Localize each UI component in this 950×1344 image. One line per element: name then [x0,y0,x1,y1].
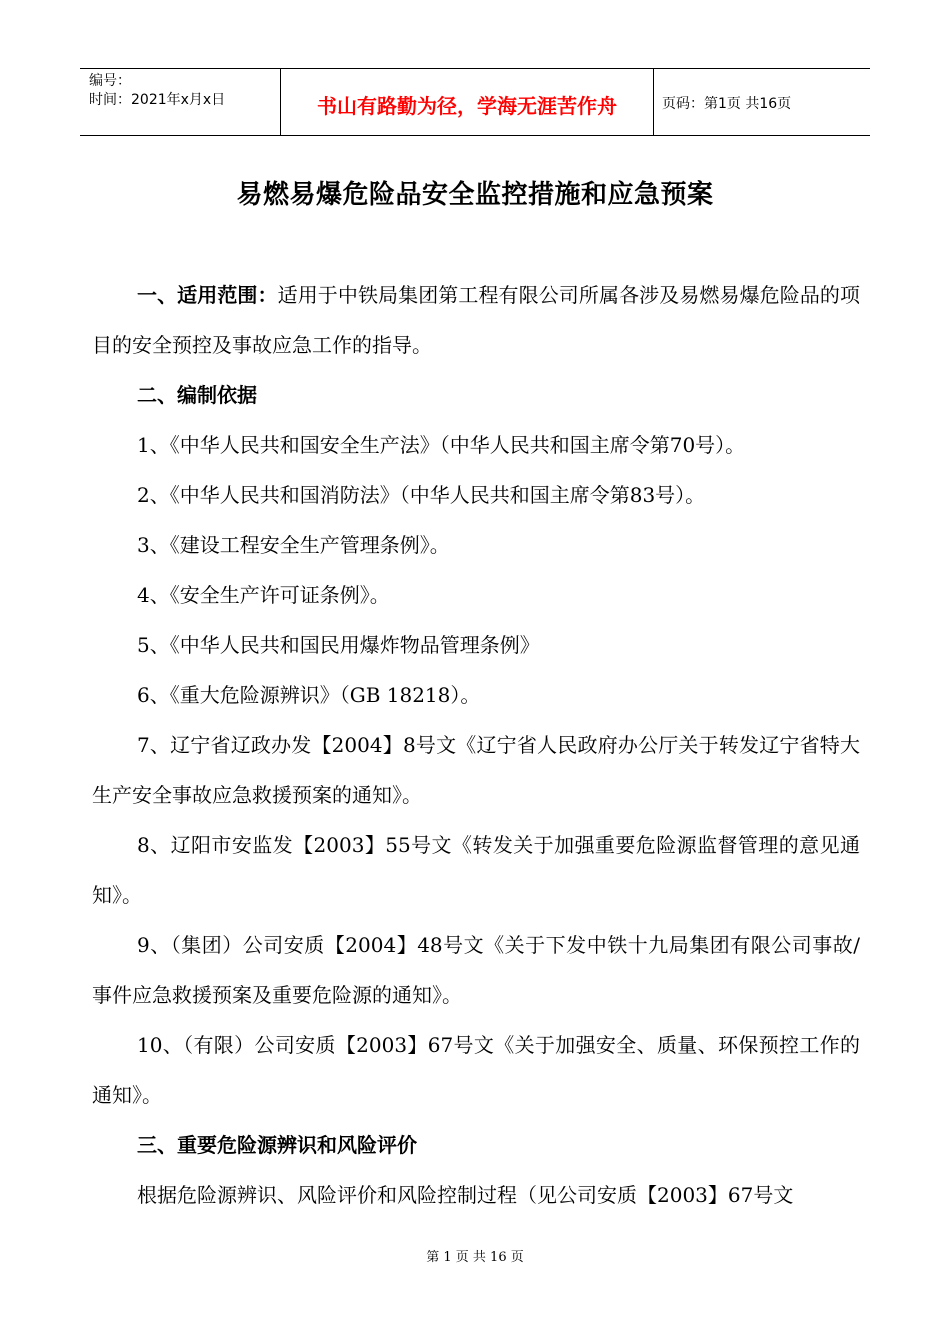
document-body [92,270,860,1220]
section-scope [92,270,860,370]
basis-item: 9、（集团）公司安质【2004】48号文《关于下发中铁十九局集团有限公司事故/事件应急救援预案及重要危险源的通知》。 [92,933,860,1007]
header-page-info: 页码：第1页 共16页 [662,96,792,112]
section-hazard-heading: 三、重要危险源辨识和风险评价 [137,1133,417,1157]
basis-item: 8、辽阳市安监发【2003】55号文《转发关于加强重要危险源监督管理的意见通知》。 [92,833,860,907]
document-title: 易燃易爆危险品安全监控措施和应急预案 [236,180,714,210]
basis-item: 10、（有限）公司安质【2003】67号文《关于加强安全、质量、环保预控工作的通知》。 [92,1033,860,1107]
section-scope-text: 适用于中铁局集团第工程有限公司所属各涉及易燃易爆危险品的项目的安全预控及事故应急工作的指导。 [92,283,861,357]
basis-item: 3、《建设工程安全生产管理条例》。 [137,533,450,557]
basis-item: 1、《中华人民共和国安全生产法》（中华人民共和国主席令第70号）。 [137,433,746,457]
header-motto: 书山有路勤为径，学海无涯苦作舟 [281,69,654,135]
code-label: 编号： [89,73,131,89]
basis-item: 7、辽宁省辽政办发【2004】8号文《辽宁省人民政府办公厅关于转发辽宁省特大生产安全事故应急救援预案的通知》。 [92,733,860,807]
time-label: 时间：2021年x月x日 [89,92,226,108]
page-footer: 第 1 页 共 16 页 [426,1250,524,1265]
basis-item: 5、《中华人民共和国民用爆炸物品管理条例》 [137,633,540,657]
basis-item: 4、《安全生产许可证条例》。 [137,583,390,607]
basis-item: 6、《重大危险源辨识》（GB 18218）。 [137,683,481,707]
section-hazard-text: 根据危险源辨识、风险评价和风险控制过程（见公司安质【2003】67号文 [137,1183,794,1207]
header-table [80,68,870,136]
section-basis-heading: 二、编制依据 [137,383,257,407]
section-scope-heading: 一、适用范围： [137,283,278,307]
header-meta-cell [80,69,281,135]
basis-item: 2、《中华人民共和国消防法》（中华人民共和国主席令第83号）。 [137,483,706,507]
